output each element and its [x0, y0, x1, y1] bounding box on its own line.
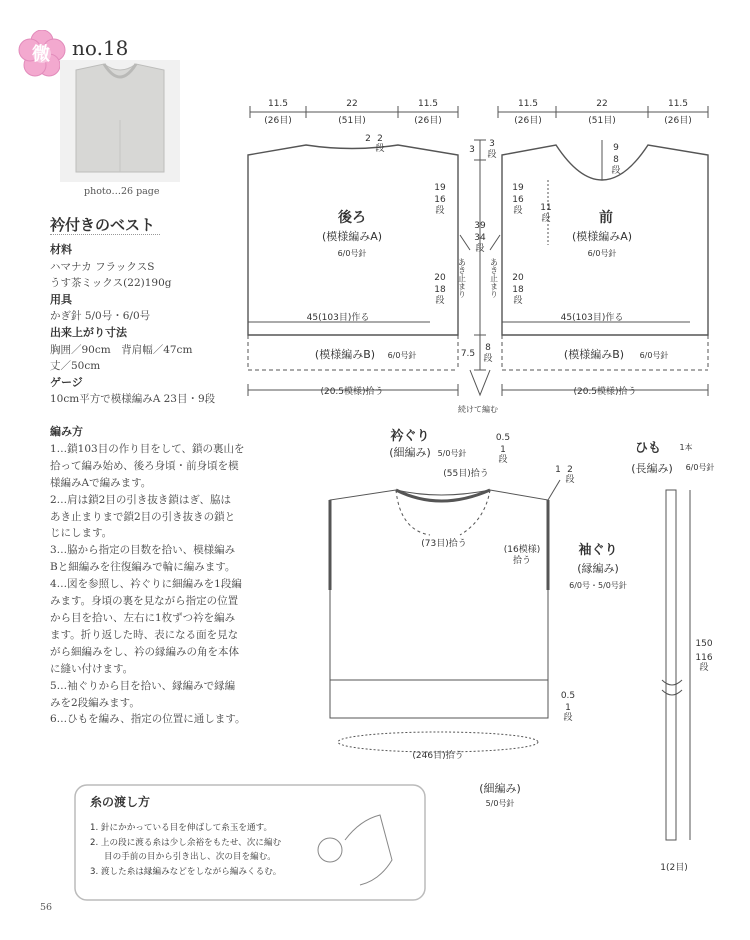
- collar-needle: 5/0号針: [437, 449, 467, 458]
- tools-value: かぎ針 5/0号・6/0号: [50, 310, 151, 323]
- slit-left: あき止まり: [457, 258, 467, 298]
- length-cm: 39: [474, 221, 486, 231]
- hem-pick: (246目)拾う: [412, 751, 464, 761]
- length-unit: 段: [475, 244, 485, 254]
- armhole-pick-2: 拾う: [512, 556, 532, 566]
- back-side-rows: 18: [434, 285, 446, 295]
- armhole-rows-cm: 1: [555, 465, 561, 475]
- front-dim-left: 11.5: [517, 99, 539, 109]
- back-armhole-rows: 16: [434, 195, 446, 205]
- gauge-label: ゲージ: [50, 375, 83, 389]
- cord-length-rows: 116: [695, 653, 713, 663]
- collar-top-rows: 1: [500, 445, 506, 455]
- shoulder-unit: 段: [487, 150, 497, 160]
- materials-label: 材料: [50, 243, 72, 256]
- back-sts-right: (26目): [414, 116, 442, 126]
- back-neck-cm: 2: [365, 134, 371, 144]
- front-side-cm: 20: [512, 273, 524, 283]
- front-pickup: (20.5模様)拾う: [573, 387, 637, 397]
- method-line: 5…袖ぐりから目を拾い、縁編みで縁編: [50, 679, 236, 692]
- materials-line-1: ハマナカ フラックスS: [50, 260, 155, 273]
- length-rows: 34: [474, 233, 486, 243]
- front-dim-mid: 22: [596, 99, 608, 109]
- method-line: 拾って編み始め、後ろ身頃・前身頃を模: [50, 459, 239, 472]
- cord-length-cm: 150: [695, 639, 713, 649]
- method-line: 1…鎖103目の作り目をして、鎖の裏山を: [50, 442, 245, 455]
- method-line: Bと細編みを往復編みで輪に編みます。: [50, 561, 236, 574]
- hem-rows: 1: [565, 703, 571, 713]
- front-side-rows: 18: [512, 285, 524, 295]
- method-line: 6…ひもを編み、指定の位置に通します。: [50, 713, 246, 726]
- front-foundation: 45(103目)作る: [560, 313, 624, 323]
- cord-width: 1(2目): [660, 863, 688, 873]
- front-dim-right: 11.5: [667, 99, 689, 109]
- page-number: 56: [40, 902, 53, 913]
- continue-label: 続けて編む: [458, 405, 498, 414]
- shoulder-cm: 3: [469, 145, 475, 155]
- back-dim-right: 11.5: [417, 99, 439, 109]
- method-line: 3…脇から指定の目数を拾い、模様編み: [50, 544, 236, 557]
- method-line: あき止まりまで鎖2目の引き抜きの鎖と: [50, 510, 236, 523]
- front-sts-right: (26目): [664, 116, 692, 126]
- collar-top-unit: 段: [498, 455, 508, 465]
- back-pattern: (模様編みA): [321, 230, 383, 243]
- method-line: じにします。: [50, 527, 113, 540]
- back-dim-left: 11.5: [267, 99, 289, 109]
- front-neck-unit: 段: [611, 166, 621, 176]
- front-neck-cm: 9: [613, 143, 619, 153]
- back-sts-mid: (51目): [338, 116, 366, 126]
- photo-caption: photo…26 page: [84, 186, 160, 197]
- yarn-line-4: 3. 渡した糸は縁編みなどをしながら編みくるむ。: [90, 867, 282, 877]
- band-cm: 7.5: [460, 349, 476, 359]
- shoulder-rows: 3: [489, 139, 495, 149]
- band-rows: 8: [485, 343, 491, 353]
- badge-char: 微: [32, 44, 50, 65]
- pattern-number: no.18: [72, 36, 129, 60]
- method-line: みます。身頃の裏を見ながら指定の位置: [50, 595, 239, 608]
- cord-length-unit: 段: [699, 663, 709, 673]
- hem-rows-unit: 段: [563, 713, 573, 723]
- back-pickup: (20.5模様)拾う: [320, 387, 384, 397]
- front-needle: 6/0号針: [587, 249, 617, 258]
- gauge-value: 10cm平方で模様編みA 23目・9段: [50, 393, 216, 406]
- armhole-needle: 6/0号・5/0号針: [569, 581, 627, 590]
- method-label: 編み方: [50, 425, 83, 438]
- front-neck-rows: 8: [613, 155, 619, 165]
- front-armhole-unit: 段: [513, 206, 523, 216]
- hem-needle: 5/0号針: [485, 799, 515, 808]
- front-sts-mid: (51目): [588, 116, 616, 126]
- front-pattern: (模様編みA): [571, 230, 633, 243]
- tools-label: 用具: [50, 292, 72, 306]
- back-armhole-unit: 段: [435, 206, 445, 216]
- method-line: 4…図を参照し、衿ぐりに細編みを1段編: [50, 578, 242, 591]
- back-side-cm: 20: [434, 273, 446, 283]
- neck-pick: (55目)拾う: [443, 469, 489, 479]
- front-band: (模様編みB): [563, 348, 625, 361]
- back-sts-left: (26目): [264, 116, 292, 126]
- back-band-needle: 6/0号針: [387, 351, 417, 360]
- cord-count: 1本: [679, 443, 693, 452]
- size-line-2: 丈／50cm: [50, 360, 101, 373]
- yarn-line-1: 1. 針にかかっている目を伸ばして糸玉を通す。: [90, 823, 273, 833]
- armhole-pattern: (縁編み): [577, 562, 619, 575]
- method-line: みを2段編みます。: [50, 696, 140, 709]
- collar-title: 衿ぐり: [390, 429, 430, 444]
- cord-pattern: (長編み): [631, 462, 673, 475]
- size-label: 出来上がり寸法: [50, 325, 127, 339]
- armhole-pick: (16模様): [503, 545, 541, 555]
- cord-title: ひも: [634, 441, 662, 456]
- hem-pattern: (細編み): [479, 782, 521, 795]
- collar-pattern: (細編み): [389, 446, 431, 459]
- yarn-line-3: 目の手前の目から引き出し、次の目を編む。: [104, 852, 276, 862]
- back-band: (模様編みB): [314, 348, 376, 361]
- armhole-rows-unit: 段: [565, 475, 575, 485]
- hem-rows-cm: 0.5: [560, 691, 576, 701]
- method-line: 2…肩は鎖2目の引き抜き鎖はぎ、脇は: [50, 493, 231, 506]
- cord-needle: 6/0号針: [685, 463, 715, 472]
- back-title: 後ろ: [338, 210, 366, 226]
- method-line: から目を拾い、左右に1枚ずつ衿を編み: [50, 611, 236, 624]
- method-line: 様編みAで編みます。: [50, 476, 152, 489]
- page-title: 衿付きのベスト: [50, 216, 156, 234]
- back-neck-rows: 2: [377, 134, 383, 144]
- slit-right: あき止まり: [489, 258, 499, 298]
- size-line-1: 胸囲／90cm 背肩幅／47cm: [50, 343, 193, 356]
- armhole-rows: 2: [567, 465, 573, 475]
- back-armhole-cm: 19: [434, 183, 446, 193]
- back-neck-unit: 段: [375, 144, 385, 154]
- method-line: に縫い付けます。: [50, 662, 134, 675]
- front-armhole-rows: 16: [512, 195, 524, 205]
- front-neck-mid: 11: [540, 203, 552, 213]
- front-neck-mid-unit: 段: [541, 214, 551, 224]
- band-unit: 段: [483, 354, 493, 364]
- method-line: ます。折り返した時、表になる面を見な: [50, 628, 239, 641]
- armhole-title: 袖ぐり: [578, 543, 618, 558]
- front-side-unit: 段: [513, 296, 523, 306]
- back-foundation: 45(103目)作る: [306, 313, 370, 323]
- materials-line-2: うす茶ミックス(22)190g: [50, 277, 172, 290]
- back-needle: 6/0号針: [337, 249, 367, 258]
- front-title: 前: [599, 210, 613, 226]
- yarn-box-title: 糸の渡し方: [90, 795, 151, 809]
- front-armhole-cm: 19: [512, 183, 524, 193]
- collar-top-cm: 0.5: [495, 433, 511, 443]
- front-band-needle: 6/0号針: [639, 351, 669, 360]
- front-pick: (73目)拾う: [421, 539, 467, 549]
- method-line: がら細編みをし、衿の縁編みの角を本体: [50, 645, 239, 658]
- yarn-line-2: 2. 上の段に渡る糸は少し余裕をもたせ、次に編む: [90, 838, 282, 848]
- back-side-unit: 段: [435, 296, 445, 306]
- front-sts-left: (26目): [514, 116, 542, 126]
- back-dim-mid: 22: [346, 99, 358, 109]
